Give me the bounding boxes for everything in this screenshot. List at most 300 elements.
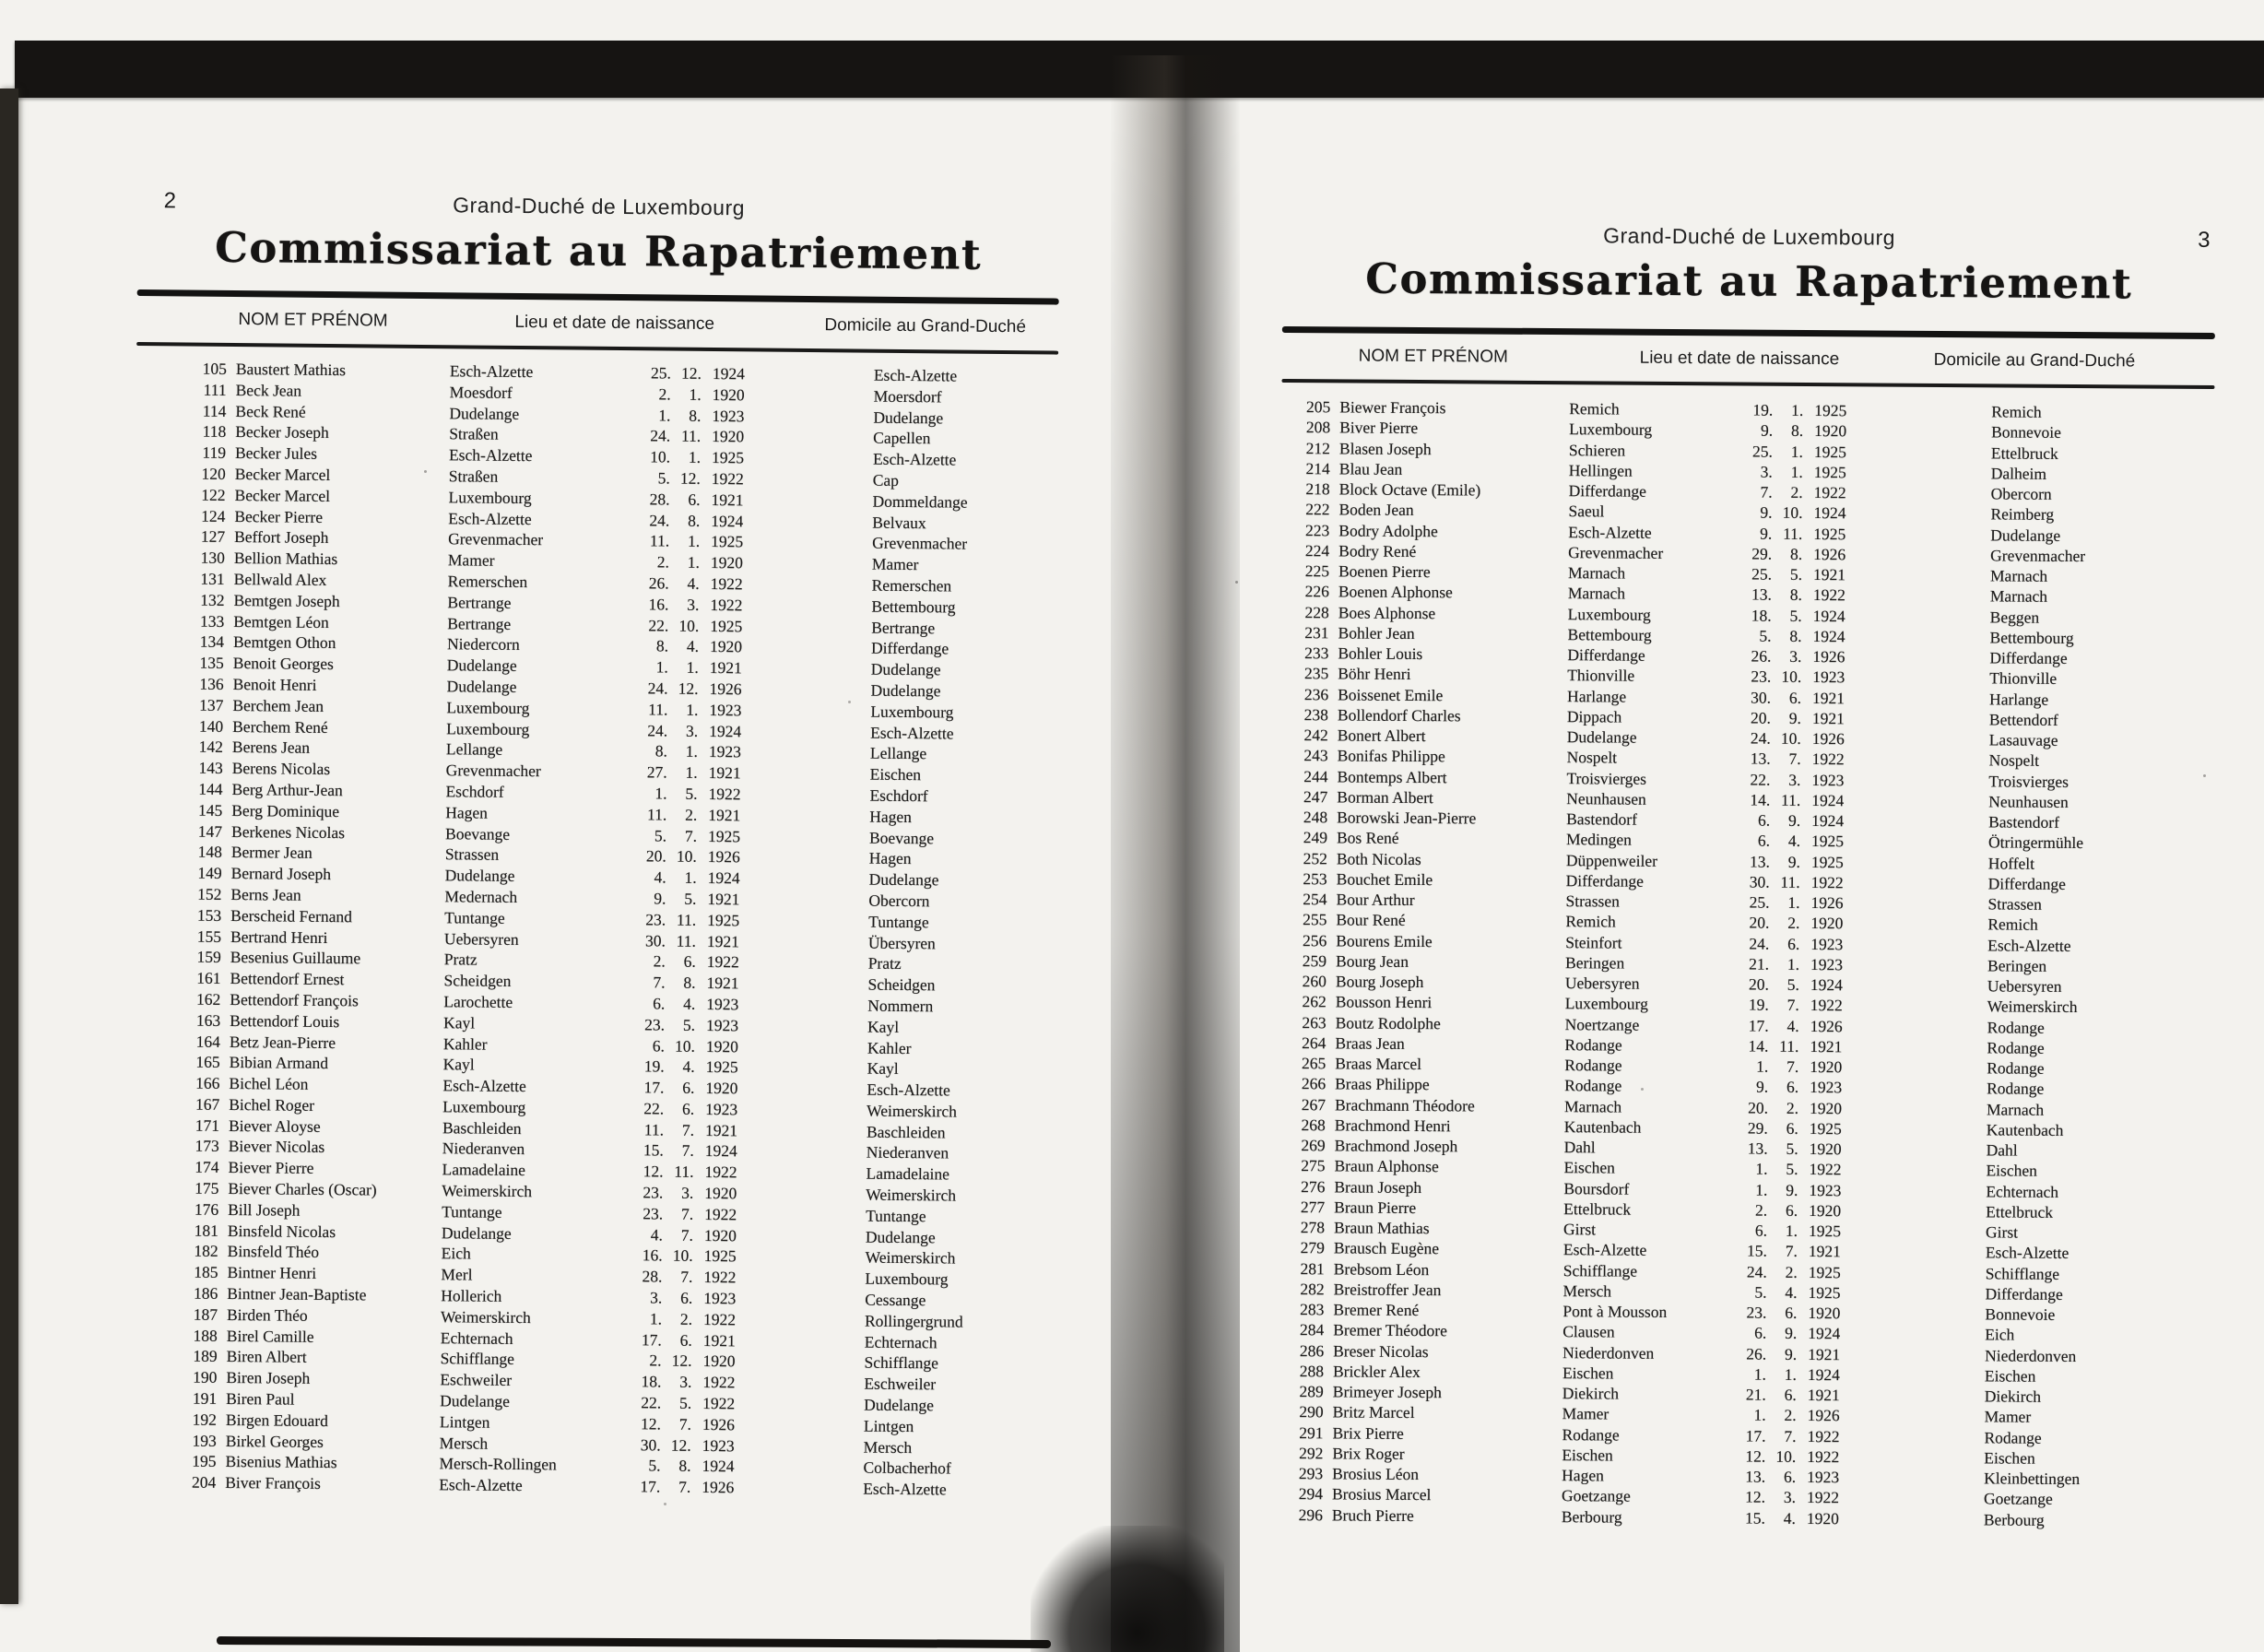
row-birthplace: Goetzange xyxy=(1561,1486,1631,1505)
row-birthdate: 1. 9. 1923 xyxy=(1755,1180,1842,1199)
row-domicile: Luxembourg xyxy=(865,1268,949,1289)
row-number: 254 xyxy=(1303,890,1327,909)
row-number: 149 xyxy=(197,863,222,883)
row-birthdate: 20. 10. 1926 xyxy=(645,846,740,867)
row-number: 214 xyxy=(1305,458,1330,478)
row-birthdate: 10. 1. 1925 xyxy=(650,447,745,467)
row-birthdate: 20. 2. 1920 xyxy=(1748,1098,1843,1117)
row-number: 278 xyxy=(1300,1218,1326,1237)
row-name: Bermer Jean xyxy=(230,843,312,863)
row-domicile: Dudelange xyxy=(1990,525,2061,545)
row-domicile: Dudelange xyxy=(870,680,941,701)
row-domicile: Neunhausen xyxy=(1988,792,2069,811)
row-number: 186 xyxy=(193,1283,218,1303)
row-birthplace: Luxembourg xyxy=(446,718,530,738)
column-header-birth: Lieu et date de naissance xyxy=(1639,348,1840,370)
row-domicile: Differdange xyxy=(1989,648,2068,667)
row-birthdate: 12. 3. 1922 xyxy=(1745,1487,1840,1507)
row-birthdate: 6. 9. 1924 xyxy=(1754,1323,1841,1343)
row-domicile: Lamadelaine xyxy=(866,1163,950,1184)
scan-bottom-streak-artifact xyxy=(217,1636,1051,1648)
row-birthplace: Remich xyxy=(1569,399,1620,419)
row-domicile: Rodange xyxy=(1987,1058,2045,1078)
row-birthplace: Eschdorf xyxy=(445,782,504,801)
row-birthplace: Grevenmacher xyxy=(445,761,541,781)
row-number: 147 xyxy=(197,821,223,841)
row-birthplace: Neunhausen xyxy=(1566,788,1646,808)
row-birthplace: Hagen xyxy=(1562,1466,1604,1485)
row-number: 255 xyxy=(1303,910,1327,929)
row-domicile: Bettendorf xyxy=(1988,710,2058,729)
row-birthdate: 6. 4. 1925 xyxy=(1757,831,1845,851)
row-birthdate: 9. 10. 1924 xyxy=(1760,502,1846,523)
row-domicile: Rodange xyxy=(1984,1427,2042,1447)
row-domicile: Esch-Alzette xyxy=(872,449,957,469)
row-number: 223 xyxy=(1305,520,1330,539)
row-number: 162 xyxy=(196,989,221,1009)
row-name: Bontemps Albert xyxy=(1337,766,1447,786)
row-domicile: Rollingergrund xyxy=(864,1311,963,1331)
row-birthdate: 7. 8. 1921 xyxy=(653,973,739,993)
row-birthplace: Dudelange xyxy=(440,1391,511,1410)
row-number: 164 xyxy=(195,1032,221,1051)
row-name: Brachmond Joseph xyxy=(1334,1136,1458,1156)
row-number: 136 xyxy=(199,674,224,693)
row-birthplace: Thionville xyxy=(1567,666,1635,685)
row-number: 176 xyxy=(194,1199,219,1219)
row-birthplace: Esch-Alzette xyxy=(448,508,532,528)
row-birthdate: 26. 9. 1921 xyxy=(1746,1344,1841,1363)
row-domicile: Rodange xyxy=(1987,1079,2045,1099)
table-body xyxy=(125,359,1058,1503)
row-birthdate: 20. 5. 1924 xyxy=(1748,974,1843,995)
row-birthdate: 13. 9. 1925 xyxy=(1749,852,1844,871)
row-name: Bintner Henri xyxy=(227,1263,317,1283)
scan-bottom-blob-artifact xyxy=(1031,1526,1224,1652)
row-birthplace: Dudelange xyxy=(446,677,517,696)
row-birthdate: 18. 3. 1922 xyxy=(641,1372,736,1392)
row-domicile: Dudelange xyxy=(873,407,944,427)
row-birthdate: 16. 3. 1922 xyxy=(648,595,743,615)
row-name: Biever Nicolas xyxy=(228,1137,325,1157)
row-domicile: Schifflange xyxy=(1985,1263,2060,1283)
row-birthdate: 30. 6. 1921 xyxy=(1751,688,1845,707)
row-domicile: Kayl xyxy=(867,1017,900,1036)
row-name: Bodry Adolphe xyxy=(1338,520,1438,540)
row-birthdate: 28. 6. 1921 xyxy=(649,490,744,510)
row-domicile: Bonnevoie xyxy=(1985,1304,2056,1324)
row-number: 195 xyxy=(192,1452,217,1471)
row-number: 235 xyxy=(1303,664,1329,683)
row-birthdate: 22. 10. 1925 xyxy=(648,615,743,635)
row-number: 142 xyxy=(198,738,224,757)
row-name: Becker Joseph xyxy=(235,422,329,442)
row-domicile: Dommeldange xyxy=(872,491,968,512)
row-domicile: Colbacherhof xyxy=(863,1458,951,1478)
row-number: 252 xyxy=(1303,848,1327,867)
row-name: Beck Jean xyxy=(235,380,302,400)
row-domicile: Esch-Alzette xyxy=(867,1080,950,1100)
row-domicile: Cap xyxy=(872,470,900,490)
row-birthdate: 24. 3. 1924 xyxy=(647,720,742,740)
row-domicile: Weimerskirch xyxy=(867,1101,958,1121)
row-number: 249 xyxy=(1303,828,1328,847)
row-domicile: Thionville xyxy=(1989,668,2058,689)
row-number: 122 xyxy=(201,485,226,504)
row-number: 189 xyxy=(193,1347,218,1366)
row-name: Bour René xyxy=(1336,910,1406,930)
row-birthdate: 3. 1. 1925 xyxy=(1760,462,1846,482)
row-name: Bemtgen Joseph xyxy=(233,590,340,610)
row-name: Bour Arthur xyxy=(1336,890,1415,910)
row-domicile: Cessange xyxy=(865,1290,926,1310)
row-birthdate: 13. 7. 1922 xyxy=(1750,749,1845,769)
row-name: Braun Joseph xyxy=(1334,1176,1422,1197)
row-name: Braas Philippe xyxy=(1335,1074,1430,1094)
row-number: 159 xyxy=(196,947,221,967)
row-birthplace: Uebersyren xyxy=(1564,974,1640,993)
row-name: Blau Jean xyxy=(1338,459,1403,478)
row-birthdate: 12. 7. 1926 xyxy=(640,1414,736,1434)
row-name: Bos René xyxy=(1336,828,1399,848)
row-birthdate: 24. 2. 1925 xyxy=(1746,1262,1841,1281)
row-number: 263 xyxy=(1302,1012,1327,1032)
row-birthplace: Differdange xyxy=(1565,870,1644,891)
row-number: 279 xyxy=(1300,1238,1325,1257)
row-domicile: Mersch xyxy=(863,1437,913,1457)
row-birthplace: Mersch-Rollingen xyxy=(439,1454,557,1474)
row-number: 224 xyxy=(1304,540,1330,560)
row-birthplace: Boevange xyxy=(444,823,511,844)
row-birthdate: 25. 5. 1921 xyxy=(1751,564,1846,584)
row-birthplace: Kautenbach xyxy=(1563,1116,1642,1137)
row-birthplace: Eischen xyxy=(1563,1158,1616,1177)
row-number: 132 xyxy=(200,590,225,609)
row-name: Braas Jean xyxy=(1335,1033,1405,1053)
row-name: Betz Jean-Pierre xyxy=(229,1032,336,1052)
column-header-domicile: Domicile au Grand-Duché xyxy=(824,315,1027,337)
row-birthplace: Strassen xyxy=(1565,891,1620,911)
row-birthdate: 17. 7. 1926 xyxy=(640,1477,735,1497)
row-domicile: Weimerskirch xyxy=(865,1248,956,1268)
row-name: Braas Marcel xyxy=(1335,1054,1422,1074)
row-name: Berens Jean xyxy=(231,738,311,758)
row-name: Britz Marcel xyxy=(1332,1402,1415,1422)
row-birthplace: Scheidgen xyxy=(443,971,512,991)
page-kicker: Grand-Duché de Luxembourg xyxy=(453,193,746,220)
row-name: Bremer Théodore xyxy=(1333,1320,1447,1340)
row-birthdate: 28. 7. 1922 xyxy=(642,1267,737,1287)
page-left xyxy=(125,168,1060,1503)
row-name: Boenen Pierre xyxy=(1338,561,1431,582)
row-name: Bohler Louis xyxy=(1338,643,1423,664)
row-name: Berchem Jean xyxy=(232,695,324,715)
row-birthplace: Esch-Alzette xyxy=(448,445,533,466)
row-domicile: Grevenmacher xyxy=(1990,546,2086,565)
row-birthdate: 6. 10. 1920 xyxy=(652,1035,738,1056)
row-number: 134 xyxy=(199,632,225,652)
row-name: Brebsom Léon xyxy=(1333,1258,1430,1279)
row-number: 253 xyxy=(1303,868,1327,889)
row-domicile: Bonnevoie xyxy=(1991,422,2062,442)
row-domicile: Troisvierges xyxy=(1988,771,2069,791)
row-number: 133 xyxy=(199,611,225,631)
row-number: 166 xyxy=(195,1073,220,1092)
page-gutter-shadow xyxy=(1111,55,1240,1652)
row-birthdate: 21. 1. 1923 xyxy=(1749,954,1844,974)
row-birthplace: Echternach xyxy=(440,1328,513,1348)
row-birthdate: 6. 4. 1923 xyxy=(653,994,739,1014)
row-domicile: Scheidgen xyxy=(867,974,936,995)
row-domicile: Marnach xyxy=(1989,566,2048,585)
row-birthdate: 19. 1. 1925 xyxy=(1752,400,1847,420)
row-domicile: Bertrange xyxy=(871,618,936,637)
row-name: Becker Marcel xyxy=(234,485,331,505)
header-rule-bottom xyxy=(1281,379,2214,389)
row-domicile: Bettembourg xyxy=(1989,628,2074,647)
row-name: Brimeyer Joseph xyxy=(1332,1382,1443,1402)
row-birthdate: 26. 4. 1922 xyxy=(648,573,743,594)
row-name: Berkenes Nicolas xyxy=(231,821,346,842)
row-birthdate: 6. 1. 1925 xyxy=(1754,1221,1842,1241)
row-name: Biver Pierre xyxy=(1339,418,1419,438)
row-birthplace: Uebersyren xyxy=(443,928,519,949)
row-domicile: Eich xyxy=(1985,1325,2015,1344)
row-name: Becker Marcel xyxy=(234,465,331,484)
scan-left-edge-artifact xyxy=(0,88,18,1604)
row-name: Brickler Alex xyxy=(1332,1362,1421,1381)
row-name: Brix Roger xyxy=(1332,1444,1405,1463)
row-domicile: Weimerskirch xyxy=(1987,997,2078,1017)
row-birthplace: Dahl xyxy=(1563,1138,1596,1157)
row-number: 286 xyxy=(1299,1340,1325,1360)
row-name: Böhr Henri xyxy=(1338,664,1411,684)
row-domicile: Grevenmacher xyxy=(872,534,968,554)
row-domicile: Mamer xyxy=(871,554,919,574)
page-right xyxy=(1274,181,2216,1532)
row-birthplace: Eischen xyxy=(1562,1363,1614,1383)
row-domicile: Bettembourg xyxy=(871,596,956,617)
row-birthdate: 19. 4. 1925 xyxy=(643,1056,738,1077)
row-domicile: Eischen xyxy=(1984,1448,2035,1468)
row-name: Braun Mathias xyxy=(1334,1218,1430,1238)
row-name: Becker Jules xyxy=(234,443,318,464)
row-birthdate: 2. 6. 1920 xyxy=(1755,1200,1842,1221)
page-title: Commissariat au Rapatriement xyxy=(214,222,983,279)
row-birthplace: Niederdonven xyxy=(1562,1342,1655,1363)
row-number: 161 xyxy=(196,968,221,988)
row-birthdate: 1. 5. 1922 xyxy=(1755,1159,1842,1179)
row-domicile: Reimberg xyxy=(1990,504,2055,525)
row-domicile: Ettelbruck xyxy=(1986,1202,2054,1221)
row-birthdate: 8. 4. 1920 xyxy=(655,636,743,656)
row-name: Birel Camille xyxy=(226,1326,314,1346)
page-number: 3 xyxy=(2198,227,2211,254)
row-domicile: Beringen xyxy=(1987,956,2047,975)
row-number: 165 xyxy=(195,1052,220,1072)
row-birthdate: 15. 7. 1921 xyxy=(1746,1241,1841,1261)
row-number: 268 xyxy=(1301,1115,1326,1135)
row-birthplace: Rodange xyxy=(1562,1424,1620,1445)
row-domicile: Dudelange xyxy=(868,869,939,890)
row-birthdate: 25. 1. 1926 xyxy=(1749,892,1844,913)
row-birthplace: Luxembourg xyxy=(448,488,532,507)
row-number: 192 xyxy=(192,1410,218,1429)
row-domicile: Esch-Alzette xyxy=(1985,1243,2069,1263)
row-birthplace: Dudelange xyxy=(446,655,517,676)
row-domicile: Echternach xyxy=(1986,1181,2059,1201)
row-name: Boes Alphonse xyxy=(1338,602,1436,622)
row-birthdate: 11. 7. 1921 xyxy=(643,1120,738,1139)
row-domicile: Esch-Alzette xyxy=(873,365,958,385)
row-name: Bourg Joseph xyxy=(1335,972,1424,992)
row-birthdate: 3. 6. 1923 xyxy=(650,1288,737,1308)
row-name: Block Octave (Emile) xyxy=(1338,479,1481,500)
row-birthdate: 5. 12. 1922 xyxy=(657,468,744,489)
row-number: 167 xyxy=(195,1094,220,1114)
row-domicile: Tuntange xyxy=(868,912,929,931)
row-birthplace: Düppenweiler xyxy=(1565,850,1658,870)
row-birthplace: Nospelt xyxy=(1566,748,1618,767)
row-number: 118 xyxy=(202,422,227,442)
row-birthplace: Straßen xyxy=(449,424,499,444)
header-rule-top xyxy=(1282,326,2215,339)
row-birthplace: Mamer xyxy=(447,550,495,570)
row-domicile: Eischen xyxy=(869,764,922,785)
row-birthplace: Eischen xyxy=(1562,1445,1613,1465)
header-rule-top xyxy=(137,289,1059,305)
row-number: 140 xyxy=(198,716,224,736)
row-number: 226 xyxy=(1304,582,1329,601)
row-birthdate: 9. 6. 1923 xyxy=(1755,1077,1843,1097)
row-birthdate: 22. 5. 1922 xyxy=(641,1393,736,1413)
row-name: Bettendorf Ernest xyxy=(230,969,345,989)
row-name: Bichel Roger xyxy=(229,1094,315,1115)
row-birthdate: 1. 1. 1924 xyxy=(1753,1364,1841,1384)
row-name: Brausch Eugène xyxy=(1333,1238,1440,1258)
row-number: 292 xyxy=(1299,1443,1324,1463)
row-number: 247 xyxy=(1303,786,1328,807)
row-domicile: Lasauvage xyxy=(1988,730,2058,749)
row-domicile: Dudelange xyxy=(865,1227,936,1247)
row-birthplace: Troisvierges xyxy=(1566,768,1647,788)
row-domicile: Baschleiden xyxy=(866,1122,946,1142)
row-domicile: Übersyren xyxy=(867,933,936,952)
row-number: 228 xyxy=(1304,602,1329,621)
column-header-birth: Lieu et date de naissance xyxy=(514,312,715,335)
table-column-headers xyxy=(136,307,1058,342)
row-birthdate: 26. 3. 1926 xyxy=(1751,646,1845,667)
row-number: 267 xyxy=(1301,1094,1327,1114)
row-domicile: Obercorn xyxy=(1990,484,2052,503)
row-name: Bintner Jean-Baptiste xyxy=(227,1284,367,1304)
page-title: Commissariat au Rapatriement xyxy=(1365,254,2133,309)
row-birthplace: Niedercorn xyxy=(446,634,520,655)
row-number: 293 xyxy=(1298,1464,1324,1483)
row-number: 175 xyxy=(195,1178,219,1198)
row-number: 155 xyxy=(196,926,222,946)
row-number: 218 xyxy=(1305,479,1330,499)
row-number: 187 xyxy=(193,1304,218,1324)
row-birthdate: 2. 6. 1922 xyxy=(653,951,739,972)
row-birthplace: Beringen xyxy=(1565,952,1625,973)
row-domicile: Niederdonven xyxy=(1985,1345,2077,1365)
row-birthplace: Niederanven xyxy=(442,1139,525,1159)
row-domicile: Moersdorf xyxy=(873,386,942,407)
row-birthdate: 27. 1. 1921 xyxy=(646,762,741,783)
row-birthplace: Saeul xyxy=(1568,502,1605,521)
row-birthplace: Strassen xyxy=(444,844,500,865)
row-name: Borman Albert xyxy=(1337,787,1433,807)
row-birthplace: Mamer xyxy=(1562,1404,1610,1423)
row-birthplace: Remerschen xyxy=(447,572,528,592)
row-birthdate: 17. 7. 1922 xyxy=(1745,1426,1840,1446)
row-name: Biever Aloyse xyxy=(228,1115,321,1136)
row-birthdate: 9. 11. 1925 xyxy=(1760,524,1846,543)
page-number: 2 xyxy=(163,188,177,214)
row-name: Brosius Marcel xyxy=(1331,1484,1432,1504)
row-birthplace: Tuntange xyxy=(444,907,505,927)
row-domicile: Hagen xyxy=(869,807,913,826)
row-birthplace: Hollerich xyxy=(441,1286,502,1305)
row-domicile: Capellen xyxy=(873,429,931,448)
row-birthplace: Clausen xyxy=(1562,1322,1615,1341)
row-birthplace: Esch-Alzette xyxy=(442,1076,526,1096)
table-body xyxy=(1274,397,2215,1532)
row-name: Birgen Edouard xyxy=(225,1410,329,1430)
row-birthdate: 2. 12. 1920 xyxy=(649,1351,736,1371)
row-birthplace: Remich xyxy=(1565,912,1616,931)
row-birthplace: Dudelange xyxy=(449,403,520,423)
row-birthplace: Hagen xyxy=(445,802,489,822)
row-number: 233 xyxy=(1304,643,1329,663)
row-name: Bohler Jean xyxy=(1338,623,1415,643)
row-birthdate: 23. 10. 1923 xyxy=(1751,667,1845,687)
row-birthdate: 9. 5. 1921 xyxy=(654,889,740,909)
row-birthdate: 29. 6. 1925 xyxy=(1747,1118,1842,1139)
row-name: Bellwald Alex xyxy=(233,569,327,589)
row-birthplace: Baschleiden xyxy=(442,1117,522,1138)
row-birthplace: Schifflange xyxy=(440,1349,515,1369)
row-birthdate: 1. 2. 1926 xyxy=(1753,1405,1840,1425)
row-number: 281 xyxy=(1300,1258,1325,1278)
row-number: 188 xyxy=(193,1326,218,1345)
row-domicile: Dudelange xyxy=(870,659,941,679)
row-name: Brachmond Henri xyxy=(1334,1115,1451,1136)
row-birthplace: Larochette xyxy=(443,992,513,1011)
row-number: 111 xyxy=(203,380,227,399)
row-birthdate: 2. 1. 1920 xyxy=(658,384,745,405)
row-birthplace: Dudelange xyxy=(441,1222,512,1243)
row-number: 204 xyxy=(191,1472,217,1493)
row-birthplace: Weimerskirch xyxy=(442,1181,533,1201)
row-number: 181 xyxy=(194,1221,219,1240)
row-name: Bemtgen Léon xyxy=(233,611,329,631)
row-name: Benoit Henri xyxy=(232,674,317,694)
row-number: 135 xyxy=(199,653,224,673)
row-birthplace: Rodange xyxy=(1564,1076,1622,1095)
row-domicile: Ettelbruck xyxy=(1990,442,2058,463)
row-birthdate: 5. 7. 1925 xyxy=(654,825,741,845)
row-domicile: Uebersyren xyxy=(1987,976,2062,996)
row-birthplace: Differdange xyxy=(1568,481,1646,501)
row-domicile: Diekirch xyxy=(1984,1386,2042,1406)
row-domicile: Luxembourg xyxy=(870,702,954,722)
row-birthplace: Girst xyxy=(1562,1220,1597,1239)
row-number: 191 xyxy=(192,1388,218,1408)
row-name: Berscheid Fernand xyxy=(230,905,353,926)
row-birthdate: 11. 1. 1925 xyxy=(649,531,744,551)
